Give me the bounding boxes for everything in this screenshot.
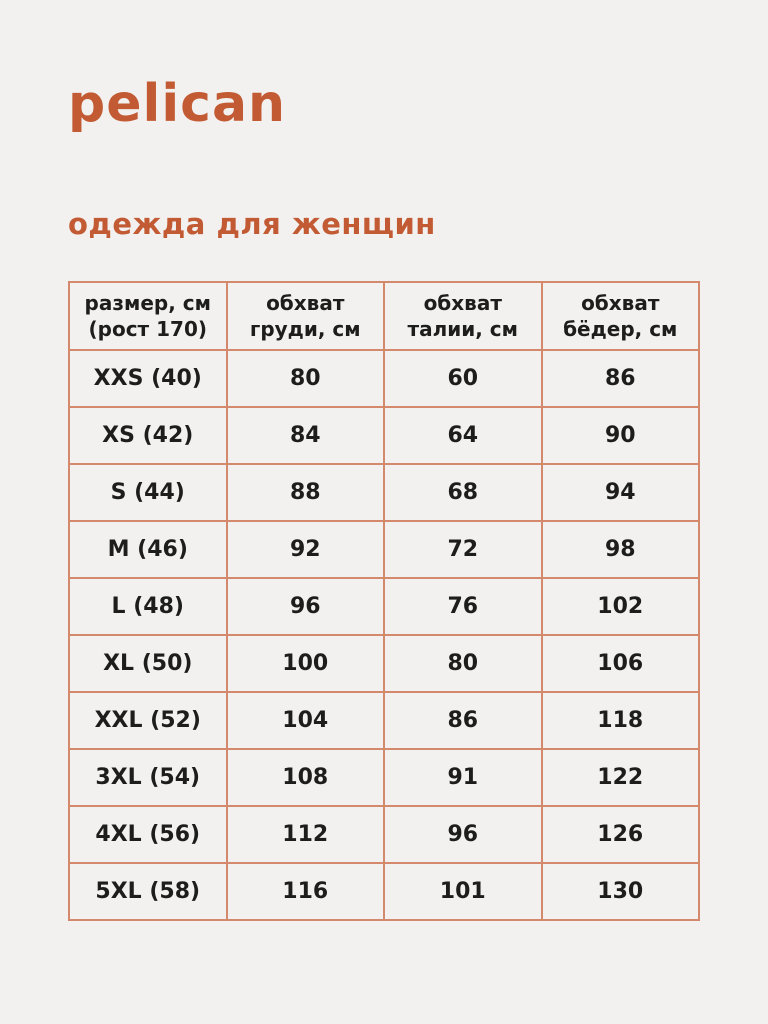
chest-cell: 116 (227, 863, 385, 920)
col-header-chest (227, 282, 385, 350)
waist-cell: 86 (384, 692, 542, 749)
hips-cell: 90 (542, 407, 700, 464)
chest-cell: 80 (227, 350, 385, 407)
col-header-chest-line2: груди, см (249, 317, 361, 341)
table-row (69, 521, 699, 578)
chest-cell: 100 (227, 635, 385, 692)
chest-cell: 104 (227, 692, 385, 749)
size-cell: XXS (40) (69, 350, 227, 407)
col-header-size-line1: размер, см (84, 291, 211, 315)
size-cell: XXL (52) (69, 692, 227, 749)
table-row (69, 464, 699, 521)
table-row (69, 635, 699, 692)
waist-cell: 64 (384, 407, 542, 464)
size-table-header (69, 282, 699, 350)
size-cell: XL (50) (69, 635, 227, 692)
brand-logo: pelican (68, 74, 287, 134)
hips-cell: 94 (542, 464, 700, 521)
chest-cell: 112 (227, 806, 385, 863)
hips-cell: 98 (542, 521, 700, 578)
size-cell: 5XL (58) (69, 863, 227, 920)
waist-cell: 80 (384, 635, 542, 692)
waist-cell: 72 (384, 521, 542, 578)
size-table (68, 281, 700, 921)
hips-cell: 126 (542, 806, 700, 863)
chest-cell: 92 (227, 521, 385, 578)
hips-cell: 102 (542, 578, 700, 635)
col-header-hips (542, 282, 700, 350)
chest-cell: 96 (227, 578, 385, 635)
hips-cell: 130 (542, 863, 700, 920)
chest-cell: 84 (227, 407, 385, 464)
col-header-hips-line1: обхват (581, 291, 660, 315)
size-cell: S (44) (69, 464, 227, 521)
chest-cell: 108 (227, 749, 385, 806)
table-row (69, 578, 699, 635)
size-cell: L (48) (69, 578, 227, 635)
size-cell: M (46) (69, 521, 227, 578)
waist-cell: 60 (384, 350, 542, 407)
hips-cell: 86 (542, 350, 700, 407)
table-row (69, 749, 699, 806)
size-table-body (69, 350, 699, 920)
hips-cell: 118 (542, 692, 700, 749)
header-row (69, 282, 699, 350)
waist-cell: 91 (384, 749, 542, 806)
chest-cell: 88 (227, 464, 385, 521)
size-cell: 3XL (54) (69, 749, 227, 806)
page-title: одежда для женщин (68, 207, 436, 241)
waist-cell: 96 (384, 806, 542, 863)
hips-cell: 106 (542, 635, 700, 692)
waist-cell: 68 (384, 464, 542, 521)
size-cell: XS (42) (69, 407, 227, 464)
waist-cell: 76 (384, 578, 542, 635)
col-header-hips-line2: бёдер, см (563, 317, 678, 341)
col-header-waist (384, 282, 542, 350)
col-header-size-line2: (рост 170) (88, 317, 207, 341)
table-row (69, 407, 699, 464)
table-row (69, 692, 699, 749)
size-cell: 4XL (56) (69, 806, 227, 863)
table-row (69, 806, 699, 863)
table-row (69, 863, 699, 920)
col-header-size (69, 282, 227, 350)
table-row (69, 350, 699, 407)
waist-cell: 101 (384, 863, 542, 920)
col-header-chest-line1: обхват (266, 291, 345, 315)
col-header-waist-line1: обхват (423, 291, 502, 315)
col-header-waist-line2: талии, см (407, 317, 519, 341)
hips-cell: 122 (542, 749, 700, 806)
